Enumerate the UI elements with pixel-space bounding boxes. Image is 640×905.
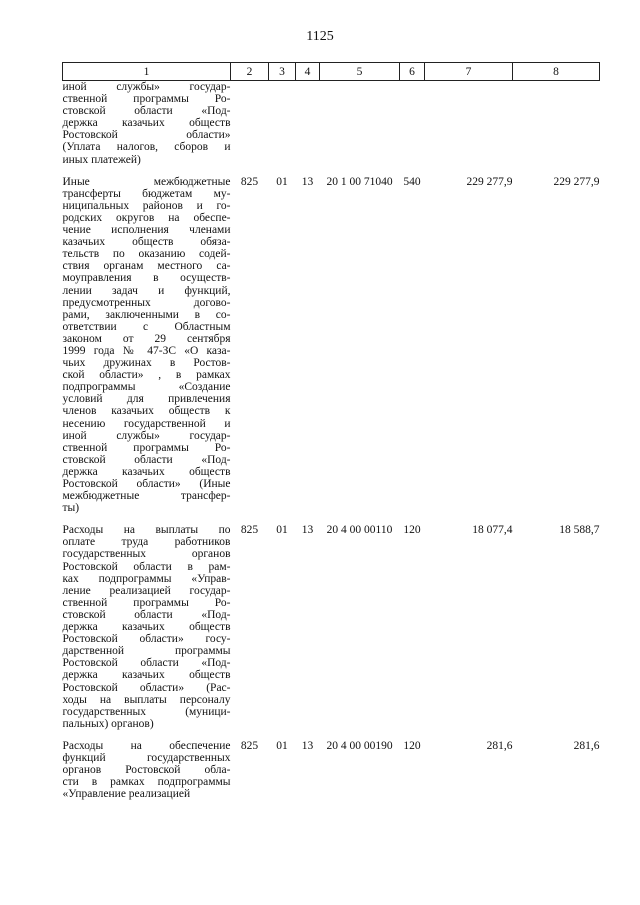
column-header: 3 — [269, 63, 296, 81]
cell-c5: 20 4 00 00190 — [326, 739, 393, 752]
column-header: 2 — [231, 63, 269, 81]
description-line: ственной программы Ро- — [62, 93, 231, 106]
cell-c3: 01 — [276, 175, 288, 188]
cell-c4: 13 — [301, 175, 314, 188]
table-row — [63, 81, 600, 166]
description-line: подпрограммы «Создание — [62, 381, 231, 394]
description-line: ственной программы Ро- — [62, 441, 231, 454]
cell-c4: 13 — [301, 739, 314, 752]
cell-c5 — [320, 81, 400, 166]
description-line: Ростовской области» госу- — [62, 633, 231, 646]
page-number: 1125 — [306, 29, 334, 44]
description-line: ходы на выплаты персоналу — [62, 693, 231, 706]
description-line: тельств по оказанию содей- — [62, 248, 231, 261]
table-row — [63, 524, 600, 730]
description-line: казачьих обществ обяза- — [62, 236, 231, 249]
cell-c7: 281,6 — [486, 739, 513, 752]
description-line: пальных) органов) — [62, 717, 154, 730]
row-description — [63, 176, 231, 515]
description-line: членов казачьих обществ к — [62, 405, 231, 418]
description-line: сти в рамках подпрограммы — [62, 776, 231, 789]
table-row — [63, 176, 600, 515]
cell-c5: 20 4 00 00110 — [326, 524, 393, 537]
header-row — [63, 63, 600, 81]
row-description — [63, 81, 231, 166]
cell-c6 — [400, 81, 425, 166]
description-line: Ростовской области в рам- — [62, 560, 231, 573]
description-line: ответствии с Областным — [62, 320, 231, 333]
cell-c2: 825 — [240, 524, 259, 537]
description-line: лении задач и функций, — [62, 284, 231, 297]
description-line: ниципальных районов и го- — [62, 199, 231, 212]
description-line: держка казачьих обществ — [62, 669, 231, 682]
description-line: держка казачьих обществ — [62, 117, 231, 130]
column-header: 7 — [425, 63, 513, 81]
description-line: ление реализацией государ- — [62, 584, 231, 597]
description-line: Расходы на выплаты по — [62, 524, 231, 537]
table-body — [63, 81, 600, 801]
description-line: чьих дружинах в Ростов- — [62, 357, 231, 370]
cell-c3 — [269, 81, 296, 166]
description-line: моуправления в осуществ- — [62, 272, 231, 285]
description-line: законом от 29 сентября — [62, 332, 231, 345]
description-line: Расходы на обеспечение — [62, 739, 231, 752]
description-line: Ростовской области «Под- — [62, 657, 231, 670]
description-line: иной службы» государ- — [62, 429, 231, 442]
row-spacer — [63, 166, 600, 176]
cell-c7: 18 077,4 — [472, 524, 513, 537]
cell-c4 — [296, 81, 320, 166]
column-header: 8 — [513, 63, 600, 81]
description-line: оплате труда работников — [62, 536, 231, 549]
column-header: 1 — [63, 63, 231, 81]
description-line: Ростовской области» (Иные — [62, 478, 231, 490]
column-header: 4 — [296, 63, 320, 81]
description-line: ках подпрограммы «Управ- — [62, 572, 231, 585]
row-description — [63, 524, 231, 730]
cell-c8: 18 588,7 — [559, 524, 600, 537]
cell-c2: 825 — [240, 739, 259, 752]
column-header: 6 — [400, 63, 425, 81]
description-line: условий для привлечения — [62, 393, 231, 406]
row-spacer — [63, 514, 600, 524]
description-line: органов Ростовской обла- — [62, 764, 231, 777]
description-line: дарственной программы — [62, 645, 231, 658]
cell-c8: 281,6 — [573, 739, 600, 752]
column-header: 5 — [320, 63, 400, 81]
description-line: функций государственных — [62, 751, 231, 764]
cell-c5: 20 1 00 71040 — [326, 175, 393, 188]
description-line: стовской области «Под- — [62, 453, 231, 466]
row-description — [63, 740, 231, 800]
description-line: предусмотренных догово- — [62, 296, 231, 309]
cell-c6: 120 — [403, 739, 421, 752]
description-line: держка казачьих обществ — [62, 621, 231, 634]
description-line: рами, заключенными в со- — [62, 308, 231, 321]
description-line: стовской области «Под- — [62, 608, 231, 621]
description-line: чение исполнения членами — [62, 224, 231, 237]
description-line: «Управление реализацией — [62, 788, 191, 801]
cell-c3: 01 — [276, 739, 288, 752]
cell-c7 — [425, 81, 513, 166]
description-line: трансферты бюджетам му- — [62, 187, 231, 200]
description-line: Ростовской области» — [62, 129, 231, 142]
cell-c8: 229 277,9 — [553, 175, 600, 188]
description-line: государственных органов — [62, 548, 231, 561]
cell-c6: 120 — [403, 524, 421, 537]
budget-table — [62, 62, 600, 800]
description-line: межбюджетные трансфер- — [62, 490, 231, 503]
description-line: Ростовской области» (Рас- — [62, 681, 231, 694]
cell-c6: 540 — [403, 175, 421, 188]
cell-c8 — [513, 81, 600, 166]
description-line: ственной программы Ро- — [62, 596, 231, 609]
description-line: 1999 года № 47-ЗС «О каза- — [62, 344, 231, 357]
cell-c2: 825 — [240, 175, 259, 188]
description-line: государственных (муници- — [62, 705, 231, 718]
cell-c4: 13 — [301, 524, 314, 537]
description-line: держка казачьих обществ — [62, 465, 231, 478]
cell-c7: 229 277,9 — [466, 175, 513, 188]
description-line: Иные межбюджетные — [62, 175, 231, 188]
description-line: несению государственной и — [62, 417, 231, 430]
description-line: ты) — [62, 502, 80, 515]
description-line: иных платежей) — [62, 153, 141, 166]
cell-c3: 01 — [276, 524, 288, 537]
table-row — [63, 740, 600, 800]
description-line: родских округов на обеспе- — [62, 211, 231, 224]
row-spacer — [63, 730, 600, 740]
description-line: стовской области «Под- — [62, 105, 231, 118]
description-line: ской области» , в рамках — [62, 369, 231, 382]
description-line: ствия органам местного са- — [62, 260, 231, 273]
description-line: иной службы» государ- — [62, 81, 231, 93]
description-line: (Уплата налогов, сборов и — [62, 141, 231, 154]
cell-c2 — [231, 81, 269, 166]
